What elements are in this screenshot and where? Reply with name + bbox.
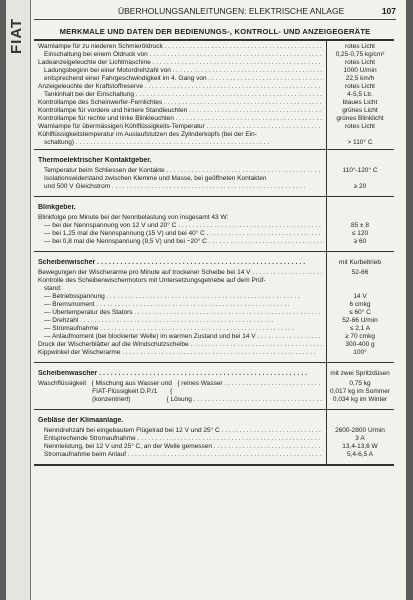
section-heading: Thermoelektrischer Kontaktgeber. [38, 157, 152, 164]
spec-value: 4-5,5 Ltr. [347, 91, 373, 98]
spec-value: rotes Licht [345, 123, 375, 130]
spec-row [34, 435, 394, 443]
spec-label: — bei 1,25 mal die Nennspannung (15 V) und bei 40° C . . . [44, 230, 322, 238]
spec-value: 300-400 g [345, 341, 375, 348]
spec-section [34, 252, 394, 363]
spec-label: Kontrollampe für rechte und linke Blinkleuchten . . . [38, 115, 322, 123]
spec-row [34, 83, 394, 91]
spec-row [34, 325, 394, 333]
spec-value: 110°-120° C [342, 167, 378, 174]
spec-row [34, 370, 394, 380]
spec-section [34, 150, 394, 197]
spec-row [34, 123, 394, 131]
spec-value: ≤ 60° C [349, 309, 371, 316]
spec-row [34, 183, 394, 191]
spec-value: blaues Licht [342, 99, 378, 106]
spec-value: rotes Licht [345, 59, 375, 66]
spec-label: Einschaltung bei einem Öldruck von . . . [44, 51, 322, 59]
spec-row [34, 269, 394, 277]
section-heading: Blinkgeber. [38, 204, 76, 211]
spec-label: entsprechend einer Fahrgeschwindigkeit im 4. Gang von . . . [44, 75, 322, 83]
spec-value: 0,75 kg [349, 380, 371, 387]
spec-value: grünes Blinklicht [336, 115, 384, 122]
spec-section [34, 197, 394, 252]
spec-label: Nennleistung, bei 12 V und 25° C, an der Welle gemessen . . . [44, 443, 322, 451]
spec-row [34, 230, 394, 238]
spec-value: rotes Licht [345, 43, 375, 50]
spec-row [34, 167, 394, 175]
spec-label: Isolationswiderstand zwischen Klemme und Masse, bei geöffneten Kontakten [44, 175, 267, 182]
spec-row [34, 51, 394, 59]
spec-row [34, 333, 394, 341]
spec-label: Waschflüssigkeit { Mischung aus Wasser und { reines Wasser . . . [38, 380, 322, 388]
spec-row [34, 115, 394, 123]
spec-row [34, 309, 394, 317]
running-title: ÜBERHOLUNGSANLEITUNGEN: ELEKTRISCHE ANLAGE [118, 6, 345, 16]
spec-row [34, 380, 394, 388]
spec-label: Ladungsbeginn bei einer Motordrehzahl von . . . [44, 67, 322, 75]
spec-row [34, 204, 394, 214]
spec-value: ≥ 70 cmkg [345, 333, 375, 340]
spec-row [34, 388, 394, 396]
spec-label: Kontrollampe für vordere und hintere Standleuchten . . . [38, 107, 322, 115]
spec-row [34, 67, 394, 75]
section-heading: Gebläse der Klimaanlage. [38, 417, 124, 424]
spec-row [34, 259, 394, 269]
spec-value: ≤ 120 [351, 230, 369, 237]
spec-row [34, 285, 394, 293]
spec-label: — Betriebsspannung . . . [44, 293, 322, 301]
spec-label: Anzeigeleuchte der Kraftstoffreserve . . . [38, 83, 322, 91]
spec-value: ≥ 20 [353, 183, 367, 190]
spec-table [34, 39, 394, 466]
spec-row [34, 301, 394, 309]
spec-label: Ladeanzeigeleuchte der Lichtmaschine . . . [38, 59, 322, 67]
spec-label: — bei der Nennspannung von 12 V und 20° C . . . [44, 222, 322, 230]
spec-row [34, 107, 394, 115]
spec-row [34, 293, 394, 301]
spec-label: Kontrolle des Scheibenwischermotors mit Untersetzungsgetriebe auf dem Prüf- [38, 277, 266, 284]
spec-row [34, 349, 394, 357]
spec-label: Kippwinkel der Wischerarme . . . [38, 349, 322, 357]
spec-label: — Drehzahl . . . [44, 317, 322, 325]
spec-row [34, 396, 394, 404]
spec-label: — Stromaufnahme . . . [44, 325, 322, 333]
spec-row [34, 277, 394, 285]
spec-value: 3 A [355, 435, 365, 442]
spec-value: 0,034 kg im Winter [332, 396, 388, 403]
spec-label: Kontrollampe des Scheinwerfer-Fernlichtes . . . [38, 99, 322, 107]
spec-value: 100° [353, 349, 367, 356]
spec-value: 2600-2800 U/min [335, 427, 385, 434]
section-heading: Scheibenwischer . . . [38, 259, 322, 267]
spec-label: Entsprechende Stromaufnahme . . . [44, 435, 322, 443]
spec-row [34, 317, 394, 325]
spec-label: Temperatur beim Schliessen der Kontakte . . . [44, 167, 322, 175]
spec-row [34, 238, 394, 246]
spec-section [34, 41, 394, 150]
page-number: 107 [381, 6, 396, 16]
spec-value: grünes Licht [342, 107, 378, 114]
spec-value: 0,25-0,75 kg/cm² [335, 51, 385, 58]
page-header [34, 5, 396, 20]
spec-label: Bewegungen der Wischerarme pro Minute auf trockener Scheibe bei 14 V . . . [38, 269, 322, 277]
fiat-logo: FIAT [8, 17, 25, 55]
spec-label: (konzentriert) { Lösung . . . [38, 396, 322, 404]
spec-label: — bei 0,8 mal die Nennspannung (9,5 V) und bei −20° C . . . [44, 238, 322, 246]
spec-label: stand: [44, 285, 62, 292]
page-gutter [6, 0, 31, 600]
spec-label: Blinkfolge pro Minute bei der Nennbelastung von insgesamt 43 W: [38, 214, 229, 221]
spec-label: — Übertemperatur des Stators . . . [44, 309, 322, 317]
spec-value: ≤ 2,1 A [349, 325, 371, 332]
spec-row [34, 75, 394, 83]
spec-label: — Bremsmoment . . . [44, 301, 322, 309]
spec-label: Nenndrehzahl bei eingebautem Flügelrad bei 12 V und 25° C . . . [44, 427, 322, 435]
spec-label: Druck der Wischerblätter auf die Windschutzscheibe . . . [38, 341, 322, 349]
spec-row [34, 99, 394, 107]
spec-value: rotes Licht [345, 83, 375, 90]
spec-row [34, 341, 394, 349]
spec-label: Warnlampe für zu niederen Schmieröldruck . . . [38, 43, 322, 51]
spec-label: und 500 V Gleichstrom . . . [44, 183, 322, 191]
spec-row [34, 175, 394, 183]
spec-label: Tankinhalt bei der Einschaltung . . . [44, 91, 322, 99]
spec-row [34, 222, 394, 230]
spec-row [34, 427, 394, 435]
spec-value: mit zwei Spritzdüsen [330, 370, 390, 377]
spec-row [34, 139, 394, 147]
spec-value: 5,4-6,5 A [346, 451, 374, 458]
spec-value: 6 cmkg [349, 301, 371, 308]
spec-row [34, 417, 394, 427]
spec-section [34, 363, 394, 410]
spec-value: 14 V [353, 293, 367, 300]
page-title: MERKMALE UND DATEN DER BEDIENUNGS-, KONTROLL- UND ANZEIGEGERÄTE [59, 27, 371, 36]
spec-row [34, 451, 394, 459]
spec-label: Kühlflüssigkeitstemperatur im Auslaufstutzen des Zylinderkopfs (bei der Ein- [38, 131, 257, 138]
spec-label: Warnlampe für übermässigen Kühlflüssigkeits-Temperatur . . . [38, 123, 322, 131]
spec-value: 85 ± 8 [350, 222, 370, 229]
spec-row [34, 43, 394, 51]
spec-value: 52-66 [351, 269, 369, 276]
spec-value: 13,4-13,6 W [342, 443, 378, 450]
spec-section [34, 410, 394, 465]
spec-label: — Anlaufmoment (bei blockierter Welle) im warmen Zustand und bei 14 V . . . [44, 333, 322, 341]
spec-value: 22,5 km/h [345, 75, 375, 82]
spec-row [34, 214, 394, 222]
spec-row [34, 157, 394, 167]
spec-value: ≥ 60 [353, 238, 367, 245]
spec-row [34, 131, 394, 139]
spec-row [34, 91, 394, 99]
spec-row [34, 59, 394, 67]
spec-value: > 110° C [347, 139, 373, 146]
section-heading: Scheibenwascher . . . [38, 370, 322, 378]
spec-value: mit Kurbeltrieb [339, 259, 381, 266]
spec-value: 1000 U/min [343, 67, 377, 74]
spec-value: 52-66 U/min [342, 317, 378, 324]
spec-label: schaltung) . . . [44, 139, 322, 147]
spec-label: FIAT-Flüssigkeit D.P./1 { [38, 388, 173, 395]
spec-label: Stromaufnahme beim Anlauf . . . [44, 451, 322, 459]
spec-value: 0,017 kg im Sommer [330, 388, 390, 395]
manual-page [6, 0, 406, 600]
spec-row [34, 443, 394, 451]
